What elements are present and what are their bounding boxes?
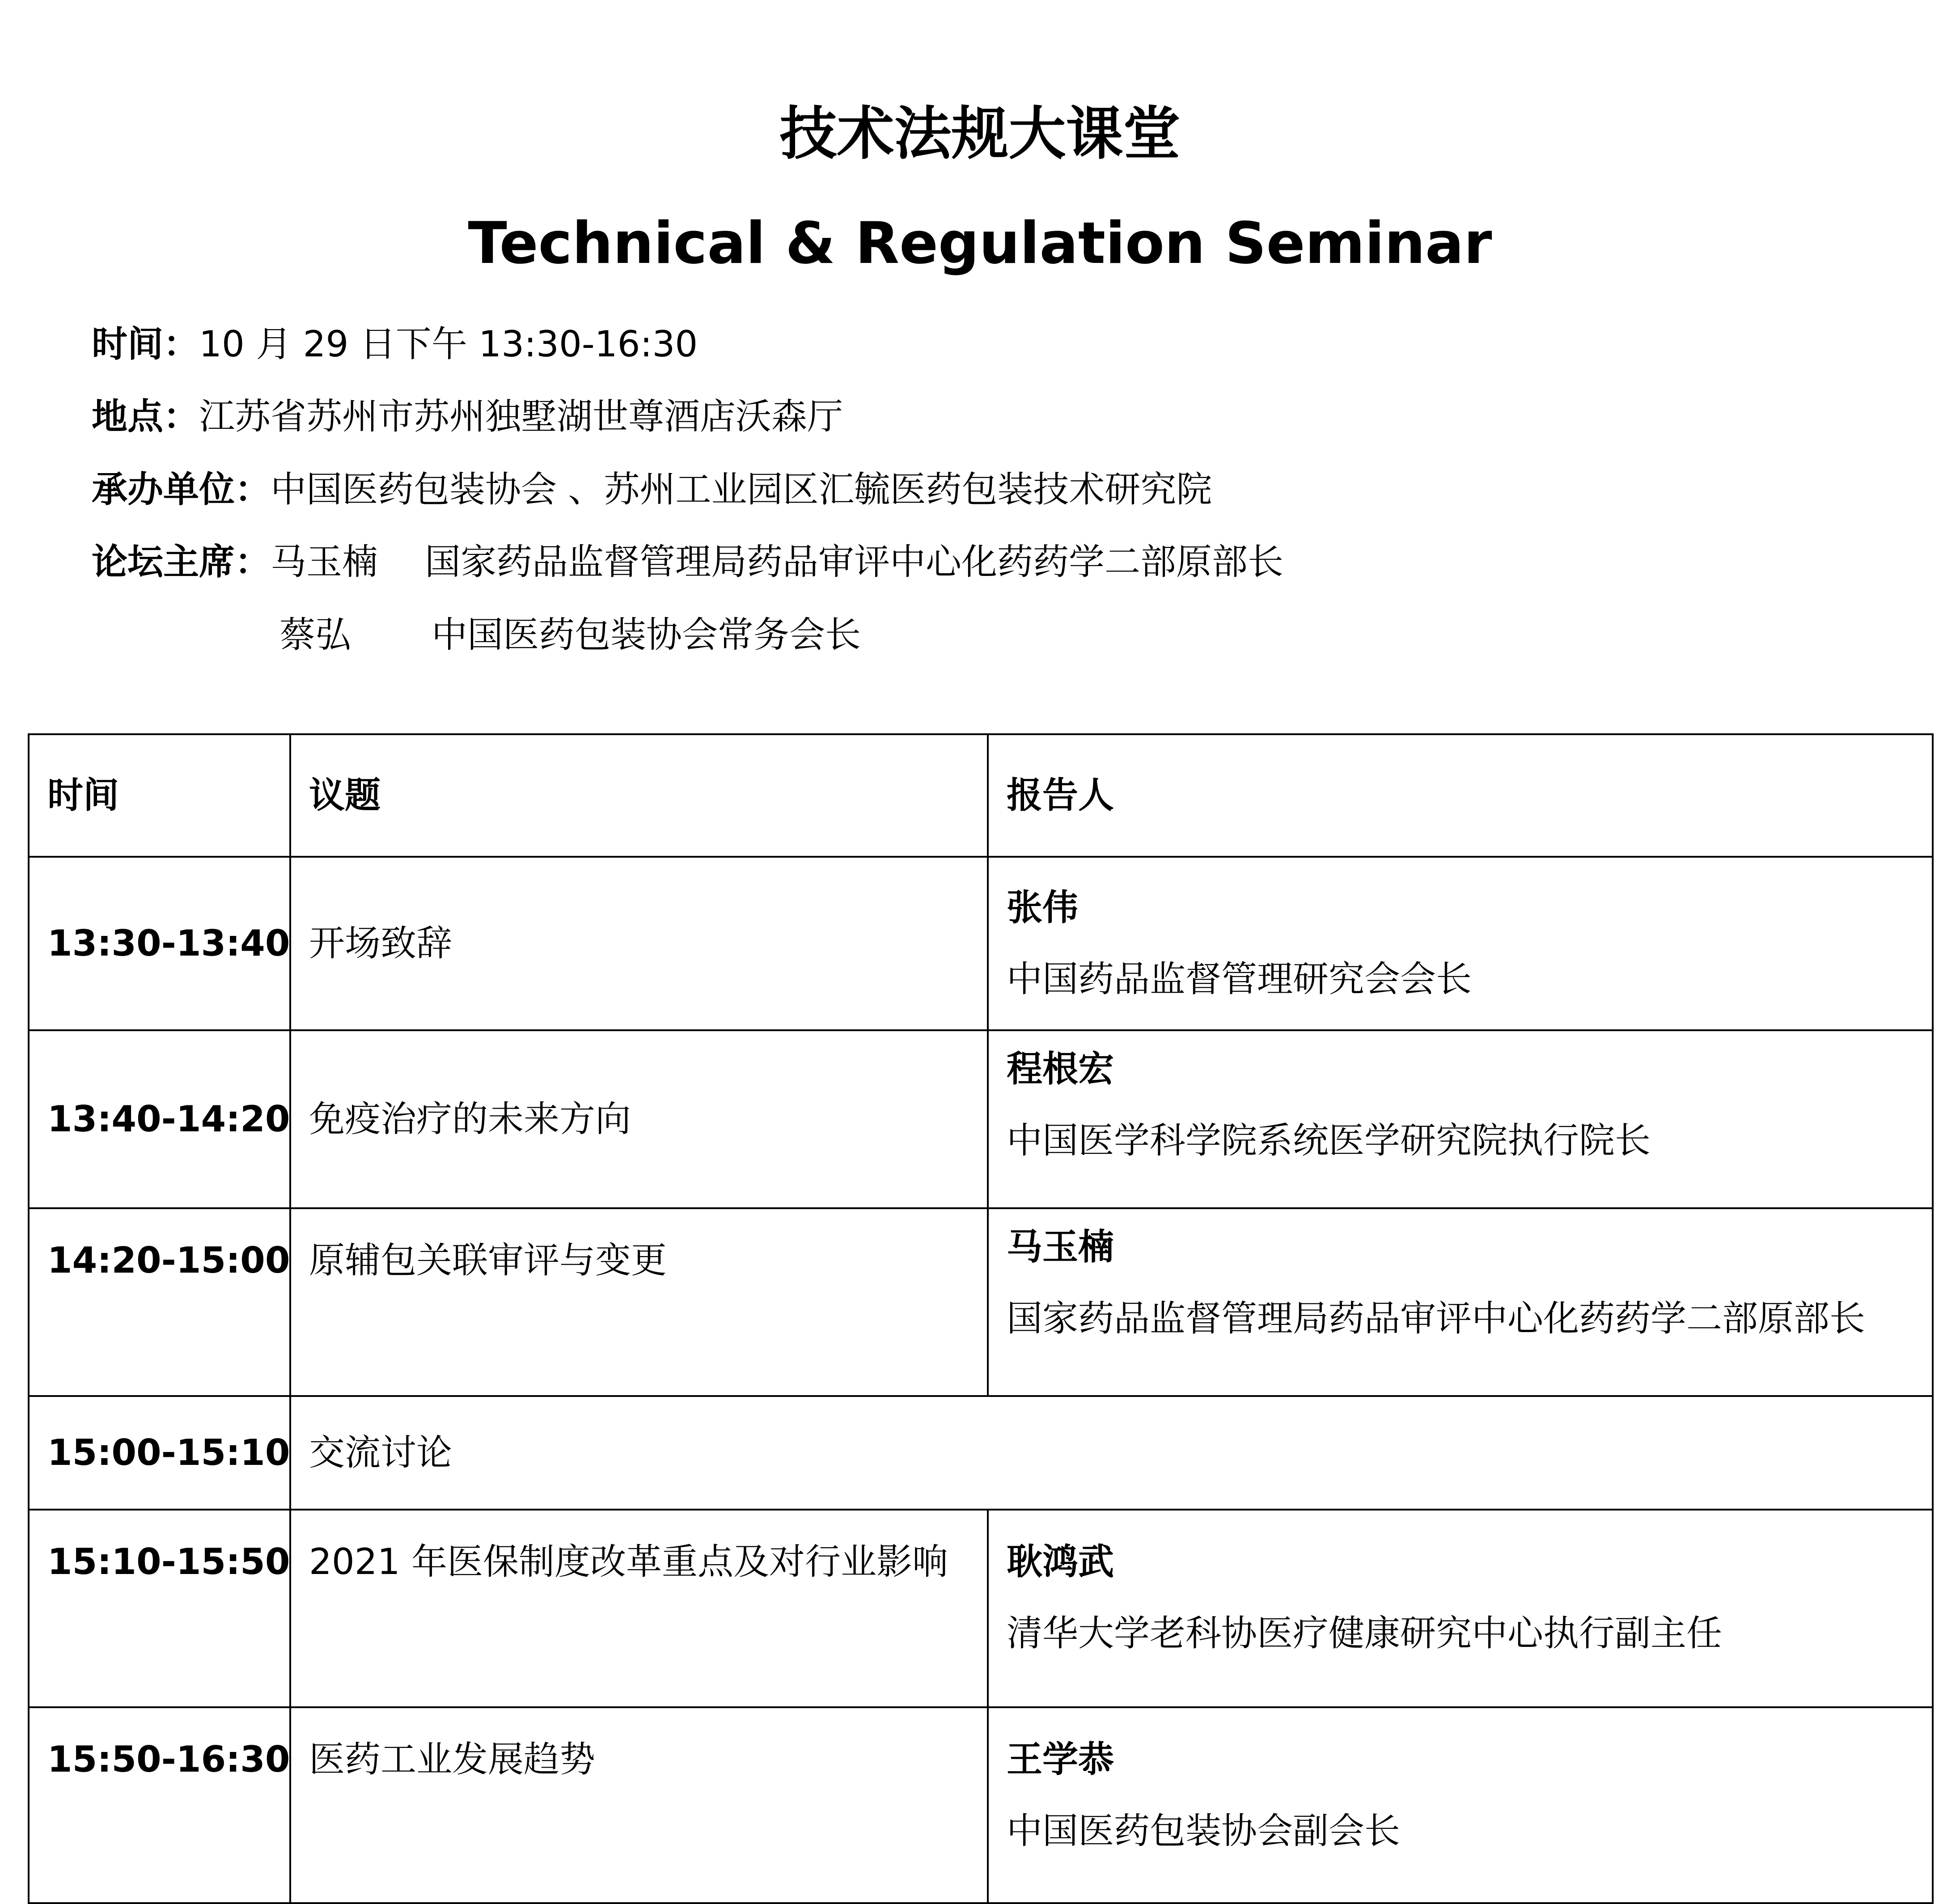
info-time (92, 320, 698, 369)
row-speaker (988, 1707, 1933, 1903)
info-venue (92, 392, 843, 441)
speaker-title: 清华大学老科协医疗健康研究中心执行副主任 (1007, 1612, 1722, 1654)
row-topic: 交流讨论 (290, 1396, 1933, 1510)
column-header-topic: 议题 (290, 734, 988, 857)
speaker-title: 中国药品监督管理研究会会长 (1007, 958, 1472, 1000)
row-topic: 医药工业发展趋势 (290, 1707, 988, 1903)
row-topic: 2021 年医保制度改革重点及对行业影响 (290, 1510, 988, 1707)
info-chair-secondary (279, 610, 861, 660)
chair-title: 中国医药包装协会常务会长 (432, 614, 861, 656)
speaker-title: 中国医学科学院系统医学研究院执行院长 (1007, 1120, 1651, 1161)
table-row (29, 1030, 1933, 1208)
chair-name: 马玉楠 (271, 541, 378, 583)
venue-label: 地点： (92, 396, 199, 437)
speaker-name: 王学恭 (1007, 1739, 1114, 1780)
info-chair-primary (92, 537, 1283, 587)
organizer-value: 中国医药包装协会 、苏州工业园区汇毓医药包装技术研究院 (271, 469, 1212, 510)
page-title-english: Technical & Regulation Seminar (468, 210, 1492, 277)
row-topic: 原辅包关联审评与变更 (290, 1208, 988, 1396)
info-organizer (92, 465, 1212, 514)
row-topic: 开场致辞 (290, 857, 988, 1030)
row-time: 15:10-15:50 (29, 1510, 290, 1707)
speaker-title: 中国医药包装协会副会长 (1007, 1810, 1400, 1852)
chair-name: 蔡弘 (279, 614, 351, 656)
row-time: 13:30-13:40 (29, 857, 290, 1030)
speaker-title: 国家药品监督管理局药品审评中心化药药学二部原部长 (1007, 1298, 1865, 1339)
row-speaker (988, 1208, 1933, 1396)
speaker-name: 程根宏 (1007, 1048, 1114, 1090)
row-time: 14:20-15:00 (29, 1208, 290, 1396)
row-time: 15:50-16:30 (29, 1707, 290, 1903)
table-row (29, 1208, 1933, 1396)
row-speaker (988, 1030, 1933, 1208)
row-speaker (988, 857, 1933, 1030)
table-header-row (29, 734, 1933, 857)
page-title-chinese: 技术法规大课堂 (779, 101, 1181, 167)
time-value: 10 月 29 日下午 13:30-16:30 (199, 323, 698, 365)
row-topic: 免疫治疗的未来方向 (290, 1030, 988, 1208)
speaker-name: 马玉楠 (1007, 1226, 1114, 1268)
table-row (29, 1396, 1933, 1510)
column-header-time: 时间 (29, 734, 290, 857)
venue-value: 江苏省苏州市苏州独墅湖世尊酒店沃森厅 (199, 396, 843, 437)
chair-label: 论坛主席： (92, 541, 271, 583)
row-time: 15:00-15:10 (29, 1396, 290, 1510)
agenda-table (28, 733, 1934, 1904)
organizer-label: 承办单位： (92, 469, 271, 510)
column-header-speaker: 报告人 (988, 734, 1933, 857)
table-row (29, 1510, 1933, 1707)
speaker-name: 耿鸿武 (1007, 1541, 1114, 1582)
row-time: 13:40-14:20 (29, 1030, 290, 1208)
speaker-name: 张伟 (1007, 887, 1078, 928)
time-label: 时间： (92, 323, 199, 365)
chair-title: 国家药品监督管理局药品审评中心化药药学二部原部长 (425, 541, 1283, 583)
table-row (29, 1707, 1933, 1903)
row-speaker (988, 1510, 1933, 1707)
table-row (29, 857, 1933, 1030)
